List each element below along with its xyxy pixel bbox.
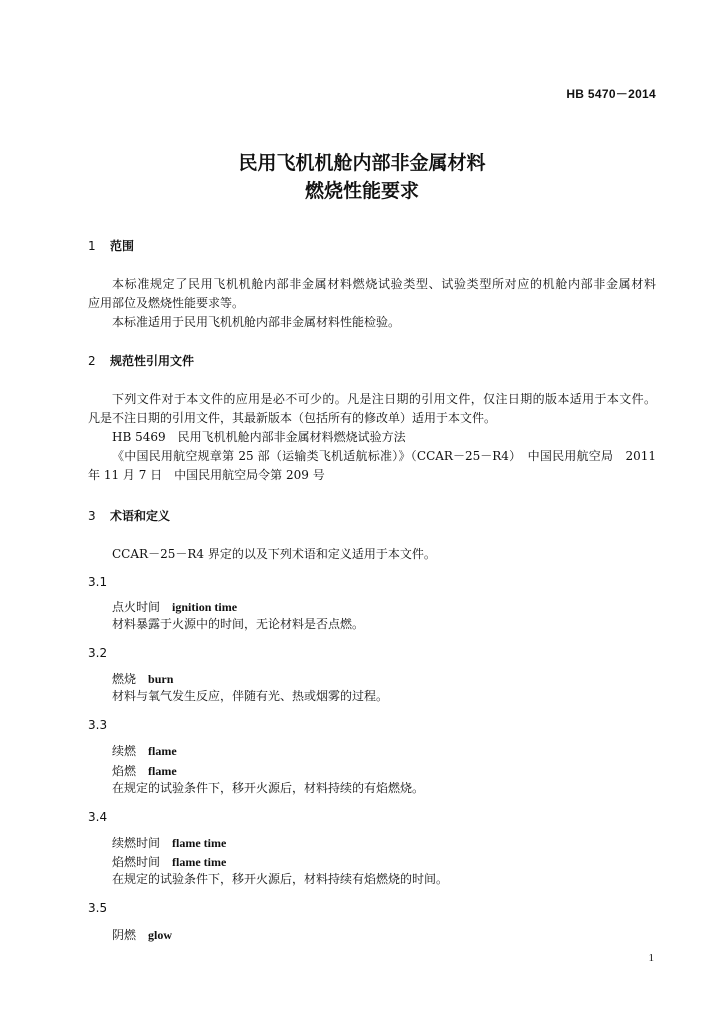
term-entry	[112, 742, 177, 759]
reference-item: HB 5469 民用飞机机舱内部非金属材料燃烧试验方法	[112, 430, 406, 444]
section-number: 2	[88, 354, 96, 368]
term-english: glow	[148, 928, 173, 942]
term-chinese: 点火时间	[112, 600, 161, 614]
document-code: HB 5470－2014	[566, 87, 656, 101]
term-chinese: 焰燃时间	[112, 855, 161, 869]
term-entry	[112, 853, 226, 870]
term-english: flame	[148, 744, 177, 758]
term-entry	[112, 670, 173, 687]
term-definition: 材料与氧气发生反应，伴随有光、热或烟雾的过程。	[112, 689, 389, 703]
section-heading-1	[88, 237, 134, 254]
term-english: burn	[148, 672, 174, 686]
term-entry	[112, 926, 172, 943]
term-definition: 在规定的试验条件下，移开火源后，材料持续的有焰燃烧。	[112, 781, 425, 795]
section-number: 3	[88, 509, 96, 523]
term-english: flame	[148, 764, 177, 778]
clause-number: 3.2	[88, 646, 108, 660]
term-definition: 在规定的试验条件下，移开火源后，材料持续有焰燃烧的时间。	[112, 872, 449, 886]
clause-number: 3.4	[88, 810, 108, 824]
term-english: flame time	[172, 855, 227, 869]
reference-item-line: 《中国民用航空规章第 25 部（运输类飞机适航标准）》（CCAR－25－R4） 中国民用航空局 2011	[112, 449, 656, 463]
term-entry	[112, 834, 226, 851]
term-chinese: 续燃	[112, 744, 137, 758]
term-chinese: 续燃时间	[112, 836, 161, 850]
clause-number: 3.5	[88, 901, 108, 915]
section-title: 术语和定义	[110, 509, 171, 523]
term-entry	[112, 598, 237, 615]
page-number: 1	[648, 952, 654, 964]
reference-item-line: 年 11 月 7 日 中国民用航空局令第 209 号	[88, 468, 325, 482]
term-chinese: 燃烧	[112, 672, 137, 686]
paragraph: 本标准适用于民用飞机机舱内部非金属材料性能检验。	[112, 315, 401, 329]
section-heading-2	[88, 352, 194, 369]
paragraph-line: 本标准规定了民用飞机机舱内部非金属材料燃烧试验类型、试验类型所对应的机舱内部非金属材料	[112, 277, 656, 291]
term-english: ignition time	[172, 600, 238, 614]
document-title-line1: 民用飞机机舱内部非金属材料	[238, 152, 486, 174]
paragraph-line: 凡是不注日期的引用文件，其最新版本（包括所有的修改单）适用于本文件。	[88, 411, 497, 425]
section-title: 规范性引用文件	[110, 354, 195, 368]
section-number: 1	[88, 239, 96, 253]
term-english: flame time	[172, 836, 227, 850]
paragraph-line: 下列文件对于本文件的应用是必不可少的。凡是注日期的引用文件，仅注日期的版本适用于本文件。	[112, 392, 656, 406]
term-chinese: 阴燃	[112, 928, 137, 942]
clause-number: 3.3	[88, 718, 108, 732]
paragraph: CCAR－25－R4 界定的以及下列术语和定义适用于本文件。	[112, 547, 436, 561]
paragraph-line: 应用部位及燃烧性能要求等。	[88, 296, 245, 310]
section-title: 范围	[110, 239, 135, 253]
term-chinese: 焰燃	[112, 764, 137, 778]
clause-number: 3.1	[88, 575, 108, 589]
term-entry	[112, 762, 177, 779]
term-definition: 材料暴露于火源中的时间，无论材料是否点燃。	[112, 617, 365, 631]
document-title-line2: 燃烧性能要求	[304, 180, 419, 202]
section-heading-3	[88, 507, 170, 524]
